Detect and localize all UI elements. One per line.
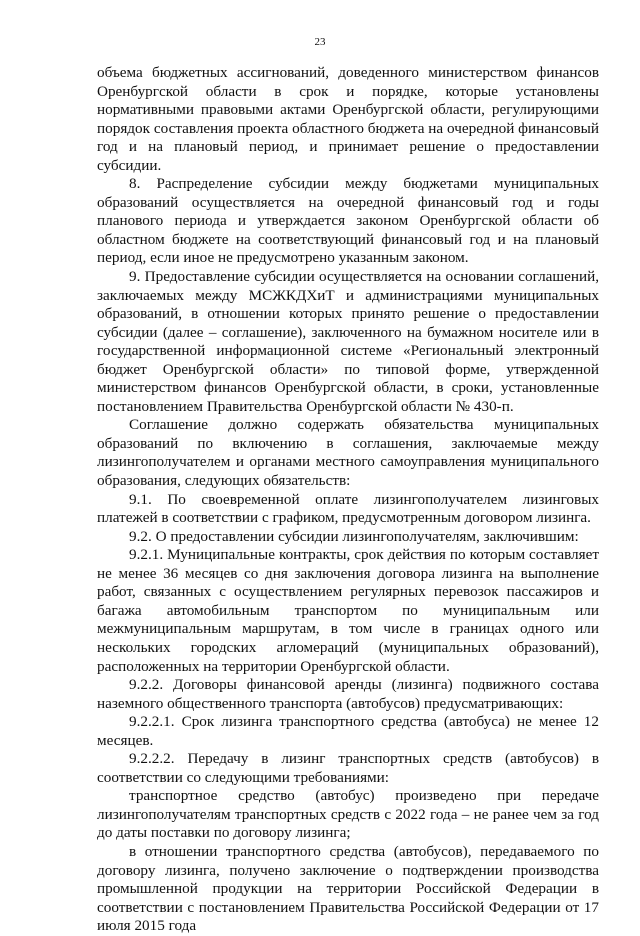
paragraph-9: 9. Предоставление субсидии осуществляется на основании соглашений, заключаемых между МСЖКДХиТ и администрациями муниципальных образований, в отношении которых принято решение о предоставлении субсидии (далее – соглашение), заключенного на бумажном носителе или в государственной информационной системе «Региональный электронный бюджет Оренбургской области» по типовой форме, утвержденной министерством финансов Оренбургской области, в сроки, установленные постановлением Правительства Оренбургской области № 430-п. [97,268,599,415]
paragraph-continuation: объема бюджетных ассигнований, доведенного министерством финансов Оренбургской области в срок и порядке, которые установлены нормативными правовыми актами Оренбургской области, регулирующими порядок составления проекта областного бюджета на очередной финансовый год и на плановый период, и принимает решение о предоставлении субсидии. [97,64,599,174]
paragraph-9-2: 9.2. О предоставлении субсидии лизингополучателям, заключившим: [129,527,579,545]
paragraph-8: 8. Распределение субсидии между бюджетами муниципальных образований осуществляется на очередной финансовый год и годы планового периода и утверждается законом Оренбургской области об областном бюджете на соответствующий финансовый год и на плановый период, если иное не предусмотрено указанным законом. [97,175,599,267]
paragraph-9-2-1: 9.2.1. Муниципальные контракты, срок действия по которым составляет не менее 36 месяцев со дня заключения договора лизинга на выполнение работ, связанных с осуществлением регулярных перевозок пассажиров и багажа автомобильным транспортом по муниципальным или межмуниципальным маршрутам, в том числе в границах одного или нескольких городских агломераций (муниципальных образований), расположенных на территории Оренбургской области. [97,546,599,675]
paragraph-9-2-2: 9.2.2. Договоры финансовой аренды (лизинга) подвижного состава наземного общественного транспорта (автобусов) предусматривающих: [97,676,599,712]
paragraph-requirement-1: транспортное средство (автобус) произведено при передаче лизингополучателям транспортных средств с 2022 года – не ранее чем за год до даты поставки по договору лизинга; [97,787,599,842]
paragraph-9-2-2-1: 9.2.2.1. Срок лизинга транспортного средства (автобуса) не менее 12 месяцев. [97,713,599,749]
page-number: 23 [314,36,326,48]
document-body [97,64,599,936]
paragraph-agreement: Соглашение должно содержать обязательства муниципальных образований по включению в соглашения, заключаемые между лизингополучателем и органами местного самоуправления муниципального образования, следующих обязательств: [97,416,599,490]
paragraph-9-2-2-2: 9.2.2.2. Передачу в лизинг транспортных средств (автобусов) в соответствии со следующими требованиями: [97,750,599,786]
paragraph-9-1: 9.1. По своевременной оплате лизингополучателем лизинговых платежей в соответствии с графиком, предусмотренным договором лизинга. [97,490,599,527]
paragraph-requirement-2: в отношении транспортного средства (автобусов), передаваемого по договору лизинга, получено заключение о подтверждении производства промышленной продукции на территории Российской Федерации в соответствии с постановлением Правительства Российской Федерации от 17 июля 2015 года [97,842,599,935]
